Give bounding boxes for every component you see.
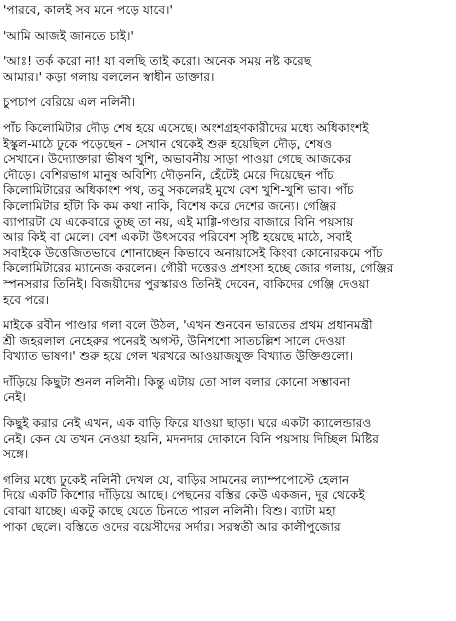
text-line: শ্রী জহরলাল নেহেরুর পনেরই অগস্ট, উনিশশো সাতচল্লিশ সালে দেওয়া	[3, 333, 346, 348]
paragraph	[3, 54, 452, 85]
text-line: সেখানে। উদ্যোক্তারা ভীষণ খুশি, অভাবনীয় সাড়া পাওয়া গেছে আজকের	[3, 152, 352, 167]
paragraph	[3, 473, 452, 535]
text-line: 'পারবে, কালই সব মনে পড়ে যাবে।'	[3, 3, 173, 17]
text-line: আমার।' কড়া গলায় বললেন স্বাধীন ডাক্তার।	[3, 69, 215, 84]
text-line: পাঁচ কিলোমিটার দৌড় শেষ হয়ে এসেছে। অংশগ্রহণকারীদের মধ্যে অধিকাংশই	[3, 120, 369, 135]
text-line: দৌড়ে। বেশিরভাগ মানুষ অবিশ্যি দৌড়ননি, হেঁটেই মেরে দিয়েছেন পাঁচ	[3, 167, 334, 182]
text-line: সঙ্গে।	[3, 447, 29, 462]
paragraph	[3, 318, 452, 365]
text-line: নেই। কেন যে তখন নেওয়া হয়নি, মদনদার দোকানে বিনি পয়সায় দিচ্ছিল মিষ্টির	[3, 431, 379, 446]
text-line: চুপচাপ বেরিয়ে এল নলিনী।	[3, 95, 136, 110]
paragraph	[3, 375, 452, 406]
text-line: বিখ্যাত ভাষণ।' শুরু হয়ে গেল খরখরে আওয়াজযুক্ত বিখ্যাত উক্তিগুলো।	[3, 349, 354, 364]
text-line: দাঁড়িয়ে কিছুটা শুনল নলিনী। কিন্তু এটায় তো সাল বলার কোনো সম্ভাবনা	[3, 374, 351, 389]
paragraph	[3, 95, 452, 111]
text-line: আর কিই বা মেলে। বেশ একটা উৎসবের পরিবেশ সৃষ্টি হয়েছে মাঠে, সবাই	[3, 230, 352, 245]
text-line: ইস্কুল-মাঠে ঢুকে পড়েছেন - সেখান থেকেই শুরু হয়েছিল দৌড়, শেষও	[3, 136, 333, 151]
paragraph	[3, 416, 452, 463]
text-line: নেই।	[3, 390, 26, 405]
text-line: মাইকে রবীন পাণ্ডার গলা বলে উঠল, 'এখন শুনবেন ভারতের প্রথম প্রধানমন্ত্রী	[3, 318, 373, 333]
paragraph	[3, 29, 452, 45]
paragraph	[3, 3, 452, 19]
text-line: গলির মধ্যে ঢুকেই নলিনী দেখল যে, বাড়ির সামনের ল্যাম্পপোস্টে হেলান	[3, 472, 350, 487]
text-line: দিয়ে একটি কিশোর দাঁড়িয়ে আছে। পেছনের বস্তির কেউ একজন, দূর থেকেই	[3, 488, 365, 503]
text-line: পাকা ছেলে। বস্তিতে ওদের বয়েসীদের সর্দার। সরস্বতী আর কালীপুজোর	[3, 519, 341, 534]
text-line: কিলোমিটার হাঁটা কি কম কথা নাকি, বিশেষ করে দেশের জন্যে। গেঞ্জির	[3, 198, 337, 213]
text-line: কিলোমিটারের অধিকাংশ পথ, তবু সকলেরই মুখে বেশ খুশি-খুশি ভাব। পাঁচ	[3, 183, 354, 198]
text-line: 'আমি আজই জানতে চাই।'	[3, 28, 134, 43]
text-line: কিছুই করার নেই এখন, এক বাড়ি ফিরে যাওয়া ছাড়া। ঘরে একটা ক্যালেন্ডারও	[3, 416, 372, 431]
text-line: 'আঃ! তর্ক করো না! যা বলছি তাই করো। অনেক সময় নষ্ট করেছ	[3, 54, 312, 69]
text-line: স্পনসরার তিনিই। বিজয়ীদের পুরস্কারও তিনিই দেবেন, বাকিদের গেঞ্জি দেওয়া	[3, 276, 370, 291]
paragraph	[3, 121, 452, 308]
text-line: ব্যাপারটা যে একেবারে তুচ্ছ তা নয়, এই মাগ্গি-গণ্ডার বাজারে বিনি পয়সায়	[3, 214, 354, 229]
text-line: সবাইকে উত্তেজিতভাবে শোনাচ্ছেন কিভাবে অনায়াসেই কিংবা কোনোরকমে পাঁচ	[3, 245, 383, 260]
text-line: হবে পরে।	[3, 292, 50, 307]
text-line: কিলোমিটারের ম্যানেজ করলেন। গৌরী দত্তেরও প্রশংসা হচ্ছে জোর গলায়, গেঞ্জির	[3, 261, 394, 276]
text-line: বোঝা যাচ্ছে। একটু কাছে যেতে চিনতে পারল নলিনী। বিশু। ব্যাটা মহা	[3, 504, 336, 519]
